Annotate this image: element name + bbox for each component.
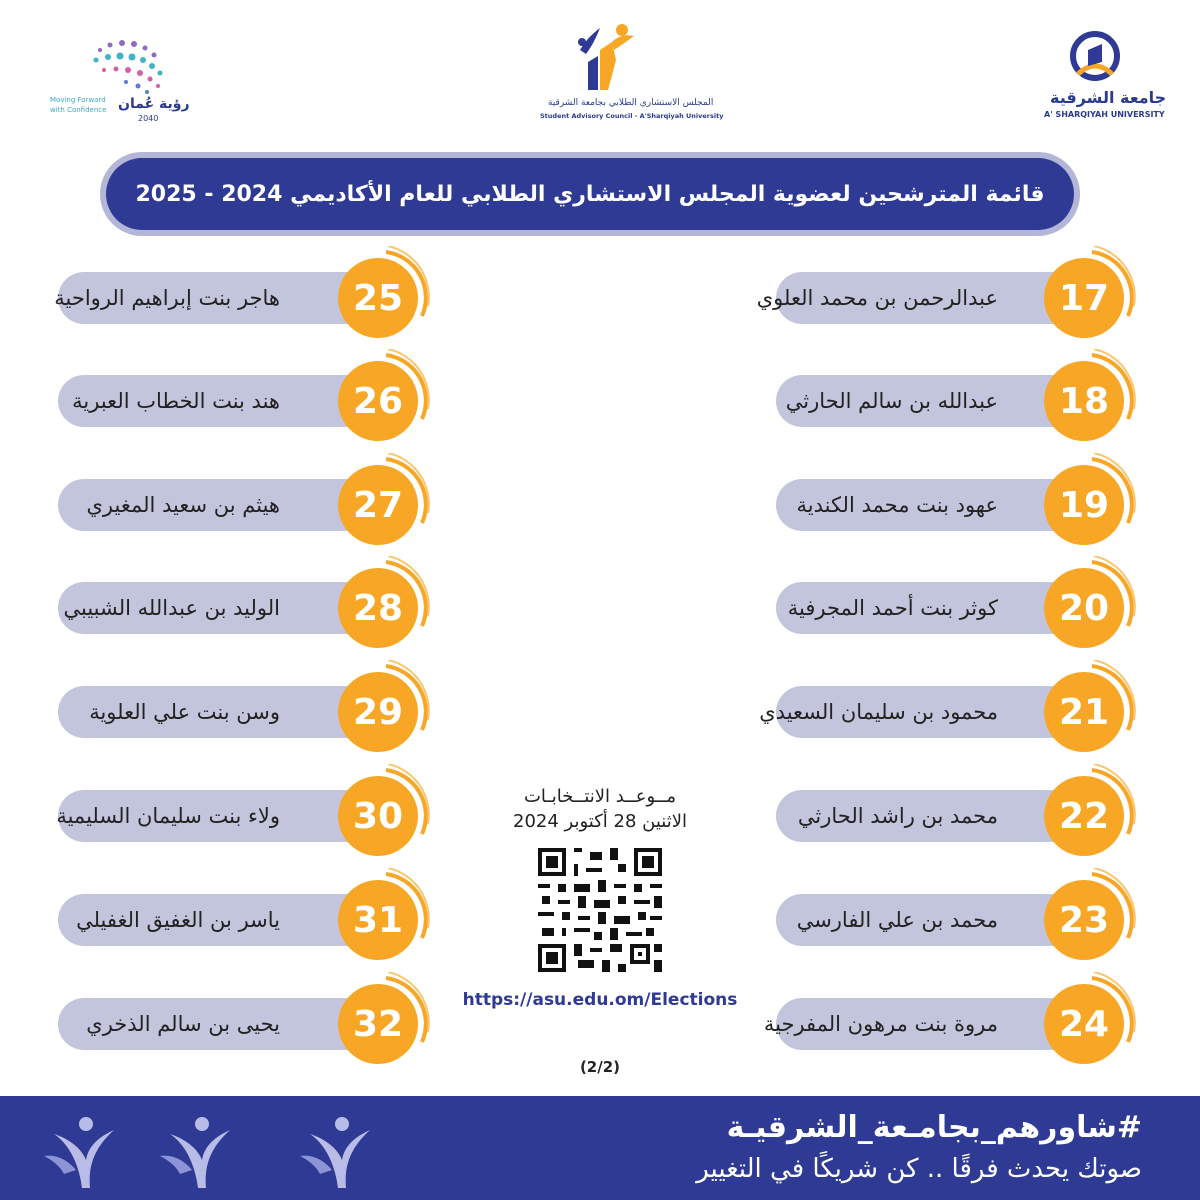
footer-banner	[0, 1096, 1200, 1200]
candidate-name: مروة بنت مرهون المفرجية	[763, 1012, 998, 1036]
candidate-name: عبدالله بن سالم الحارثي	[785, 389, 998, 413]
candidate-name: عهود بنت محمد الكندية	[796, 493, 998, 517]
candidate-name: عبدالرحمن بن محمد العلوي	[756, 286, 998, 310]
candidate-item	[776, 479, 1136, 531]
candidate-name: يحيى بن سالم الذخري	[86, 1012, 280, 1036]
number-badge	[1032, 764, 1136, 868]
oman-vision-text: رؤية عُمان	[118, 96, 190, 112]
figure-icon	[34, 1104, 124, 1194]
footer-hashtag[interactable]: #شاورهم_بجامـعة_الشرقيـة	[726, 1110, 1142, 1145]
candidate-number: 28	[338, 568, 418, 648]
candidate-item	[58, 479, 418, 531]
number-badge	[326, 556, 430, 660]
candidate-name: هاجر بنت إبراهيم الرواحية	[54, 286, 280, 310]
oman-vision-tagline-2: with Confidence	[50, 106, 107, 114]
candidate-number: 32	[338, 984, 418, 1064]
candidate-number: 27	[338, 465, 418, 545]
election-url-link[interactable]: https://asu.edu.om/Elections	[462, 990, 738, 1010]
oman-vision-emblem	[30, 30, 210, 130]
candidate-number: 31	[338, 880, 418, 960]
candidate-number: 25	[338, 258, 418, 338]
number-badge	[1032, 453, 1136, 557]
candidate-number: 19	[1044, 465, 1124, 545]
figure-icon	[150, 1104, 240, 1194]
candidate-number: 26	[338, 361, 418, 441]
election-date: الاثنين 28 أكتوبر 2024	[513, 811, 687, 832]
candidate-number: 20	[1044, 568, 1124, 648]
figure-icon	[290, 1104, 380, 1194]
candidate-item	[756, 272, 1136, 324]
student-council-emblem	[520, 20, 680, 100]
candidate-name: ياسر بن الغفيق الغفيلي	[76, 908, 280, 932]
page-counter: (2/2)	[579, 1058, 621, 1076]
number-badge	[326, 660, 430, 764]
candidate-item	[763, 998, 1136, 1050]
candidate-item	[58, 790, 418, 842]
candidate-name: محمد بن علي الفارسي	[796, 908, 998, 932]
qr-code-icon[interactable]	[534, 844, 666, 976]
candidate-item	[776, 790, 1136, 842]
number-badge	[1032, 349, 1136, 453]
student-council-text-en: Student Advisory Council - A'Sharqiyah University	[540, 112, 724, 120]
number-badge	[326, 868, 430, 972]
candidate-item	[776, 375, 1136, 427]
university-emblem	[1030, 30, 1160, 90]
student-council-text-ar: المجلس الاستشاري الطلابي بجامعة الشرقية	[548, 98, 714, 108]
student-council-logo	[520, 20, 724, 130]
candidate-item	[58, 582, 418, 634]
candidate-number: 29	[338, 672, 418, 752]
header-logos	[0, 20, 1200, 130]
candidate-name: هيثم بن سعيد المغيري	[86, 493, 280, 517]
number-badge	[326, 246, 430, 350]
candidate-name: هند بنت الخطاب العبرية	[72, 389, 280, 413]
page-title: قائمة المترشحين لعضوية المجلس الاستشاري الطلابي للعام الأكاديمي 2024 - 2025	[135, 181, 1045, 207]
election-label: مــوعــد الانتــخابـات	[523, 786, 676, 807]
university-logo	[1030, 30, 1167, 130]
candidate-name: محمود بن سليمان السعيدي	[759, 700, 998, 724]
candidate-name: كوثر بنت أحمد المجرفية	[787, 596, 998, 620]
number-badge	[326, 453, 430, 557]
election-info	[450, 786, 750, 1010]
title-banner	[106, 158, 1074, 230]
number-badge	[1032, 246, 1136, 350]
candidate-item	[776, 582, 1136, 634]
candidate-number: 22	[1044, 776, 1124, 856]
number-badge	[326, 349, 430, 453]
candidate-item	[58, 894, 418, 946]
number-badge	[1032, 868, 1136, 972]
number-badge	[1032, 556, 1136, 660]
candidate-item	[54, 272, 418, 324]
university-name-ar: جامعة الشرقية	[1050, 88, 1167, 107]
candidate-item	[58, 686, 418, 738]
footer-slogan: صوتك يحدث فرقًا .. كن شريكًا في التغيير	[696, 1154, 1142, 1184]
candidate-name: ولاء بنت سليمان السليمية	[56, 804, 280, 828]
candidate-number: 30	[338, 776, 418, 856]
candidate-item	[759, 686, 1136, 738]
candidate-name: الوليد بن عبدالله الشبيبي	[63, 596, 280, 620]
candidate-item	[776, 894, 1136, 946]
oman-vision-tagline-1: Moving Forward	[50, 96, 106, 104]
number-badge	[1032, 660, 1136, 764]
number-badge	[326, 764, 430, 868]
oman-vision-logo	[30, 30, 210, 130]
candidate-name: وسن بنت علي العلوية	[89, 700, 280, 724]
candidate-item	[58, 375, 418, 427]
candidate-number: 17	[1044, 258, 1124, 338]
oman-vision-year: 2040	[138, 114, 159, 123]
candidate-number: 23	[1044, 880, 1124, 960]
candidate-item	[58, 998, 418, 1050]
candidate-number: 18	[1044, 361, 1124, 441]
university-name-en: A' SHARQIYAH UNIVERSITY	[1044, 110, 1165, 119]
candidate-number: 21	[1044, 672, 1124, 752]
candidate-number: 24	[1044, 984, 1124, 1064]
candidate-name: محمد بن راشد الحارثي	[797, 804, 998, 828]
